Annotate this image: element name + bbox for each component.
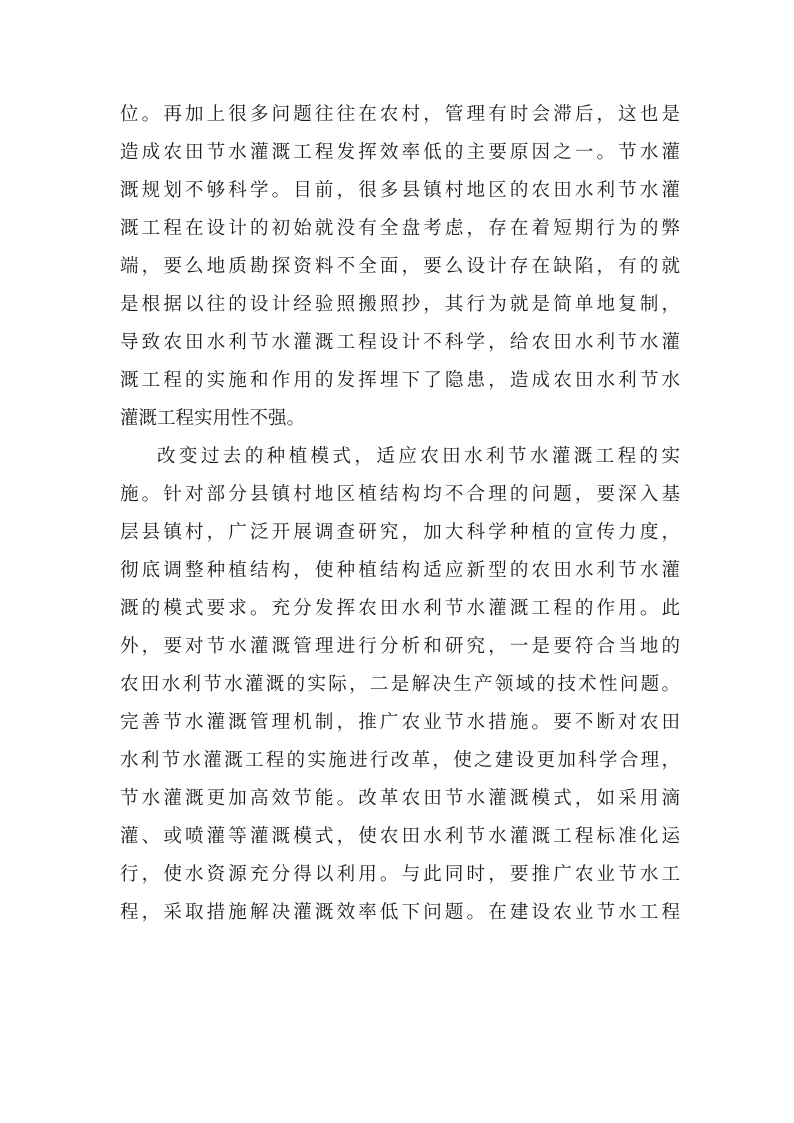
text-line: 是根据以往的设计经验照搬照抄，其行为就是简单地复制， [120,294,680,315]
text-line: 完善节水灌溉管理机制，推广农业节水措施。要不断对农田 [120,712,680,733]
text-line: 外，要对节水灌溉管理进行分析和研究，一是要符合当地的 [120,636,680,657]
text-line: 节水灌溉更加高效节能。改革农田节水灌溉模式，如采用滴 [120,788,680,809]
text-line: 程，采取措施解决灌溉效率低下问题。在建设农业节水工程 [120,902,680,923]
text-line: 行，使水资源充分得以利用。与此同时，要推广农业节水工 [120,864,680,885]
text-line: 彻底调整种植结构，使种植结构适应新型的农田水利节水灌 [120,560,680,581]
text-line: 灌、或喷灌等灌溉模式，使农田水利节水灌溉工程标准化运 [120,826,680,847]
text-line: 溉的模式要求。充分发挥农田水利节水灌溉工程的作用。此 [120,598,680,619]
text-line: 溉工程在设计的初始就没有全盘考虑，存在着短期行为的弊 [120,218,680,239]
text-line: 农田水利节水灌溉的实际，二是解决生产领域的技术性问题。 [120,674,680,695]
text-line: 溉工程的实施和作用的发挥埋下了隐患，造成农田水利节水 [120,370,680,391]
paragraph-2 [120,438,680,932]
paragraph-1 [120,96,680,438]
text-line: 导致农田水利节水灌溉工程设计不科学，给农田水利节水灌 [120,332,680,353]
text-line: 端，要么地质勘探资料不全面，要么设计存在缺陷，有的就 [120,256,680,277]
text-line: 施。针对部分县镇村地区植结构均不合理的问题，要深入基 [120,484,680,505]
text-line: 溉规划不够科学。目前，很多县镇村地区的农田水利节水灌 [120,180,680,201]
text-line: 改变过去的种植模式，适应农田水利节水灌溉工程的实 [157,446,680,467]
text-line: 位。再加上很多问题往往在农村，管理有时会滞后，这也是 [120,104,680,125]
text-line: 水利节水灌溉工程的实施进行改革，使之建设更加科学合理， [120,750,680,771]
text-line: 造成农田节水灌溉工程发挥效率低的主要原因之一。节水灌 [120,142,680,163]
body-text [120,96,680,932]
text-line: 灌溉工程实用性不强。 [120,408,306,429]
text-line: 层县镇村，广泛开展调查研究，加大科学种植的宣传力度， [120,522,680,543]
